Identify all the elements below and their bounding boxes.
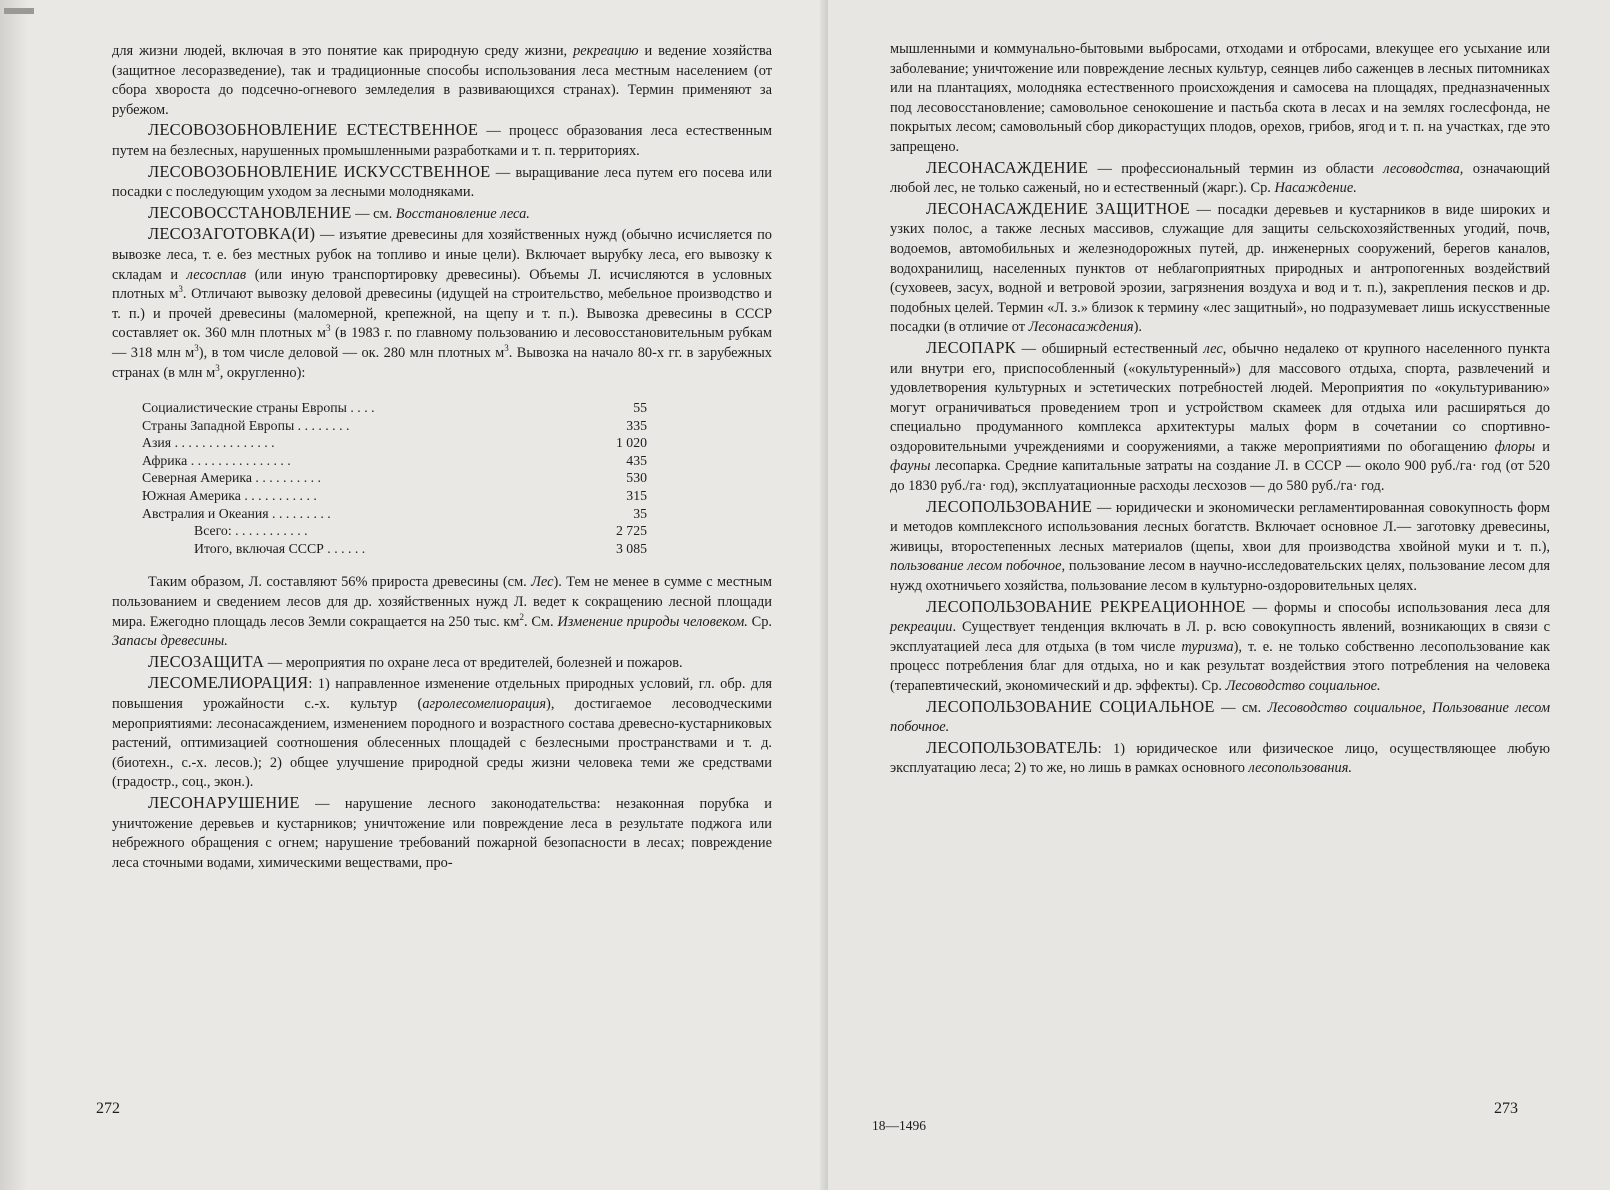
export-volume: 315	[626, 488, 647, 504]
dictionary-entry: ЛЕСОПОЛЬЗОВАНИЕ РЕКРЕАЦИОННОЕ — формы и способы использования леса для рекреации. Существует тенденция включать в Л. р. всю совокупность явлений, возникающих в связи с эксплуатацией леса для отдыха (в том числе туризма), т. е. не только собственно лесопользование как процесс потребления благ для отдыха, но и как результат воздействия этого потребления на человека (терапевтический, экономический и др. эффекты). Ср. Лесоводство социальное.	[890, 596, 1550, 694]
region-name: Азия . . . . . . . . . . . . . . .	[142, 435, 275, 451]
timber-export-table-body	[142, 399, 647, 557]
dictionary-entry: ЛЕСОМЕЛИОРАЦИЯ: 1) направленное изменение отдельных природных условий, гл. обр. для повышения урожайности с.-х. культур (агролесомелиорация), достигаемое лесоводческими мероприятиями: лесонасаждением, изменением породного и возрастного состава древесно-кустарниковых растений, оптимизацией соотношения облесенных площадей с безлесными пространствами и т. д. (биотехн., с.-х. лесов.); 2) общее улучшение природной среды жизни человека теми же средствами (градостр., соц., экон.).	[112, 673, 773, 791]
dictionary-entry: ЛЕСОЗАЩИТА — мероприятия по охране леса от вредителей, болезней и пожаров.	[148, 651, 683, 671]
scan-edge-mark	[4, 8, 34, 14]
printer-signature-mark: 18—1496	[872, 1118, 926, 1133]
dictionary-entry: ЛЕСОНАРУШЕНИЕ — нарушение лесного законодательства: незаконная порубка и уничтожение деревьев и кустарников; уничтожение или повреждение леса в результате поджога или небрежного обращения с огнем; нарушение требований пожарной безопасности в лесах; повреждение леса сточными водами, химическими веществами, про-	[112, 792, 772, 871]
left-page-text	[112, 42, 772, 873]
export-volume: 2 725	[615, 523, 647, 539]
region-name: Социалистические страны Европы . . . .	[142, 400, 375, 416]
dictionary-entry: Таким образом, Л. составляют 56% прироста древесины (см. Лес). Тем не менее в сумме с местным пользованием и сведением лесов для др. хозяйственных нужд Л. ведет к сокращению лесной площади мира. Ежегодно площадь лесов Земли сокращается на 250 тыс. $км^2$. См. Изменение природы человеком. Ср. Запасы древесины.	[112, 574, 773, 650]
dictionary-entry: ЛЕСОПОЛЬЗОВАТЕЛЬ: 1) юридическое или физическое лицо, осуществляющее любую эксплуатацию леса; 2) то же, но лишь в рамках основного лесопользования.	[890, 737, 1550, 777]
table-row	[142, 522, 647, 540]
export-volume: 55	[633, 400, 647, 416]
table-row	[142, 505, 647, 523]
table-row	[142, 540, 647, 558]
export-volume: 335	[626, 417, 647, 433]
region-name: Африка . . . . . . . . . . . . . . .	[142, 452, 291, 468]
export-volume: 1 020	[615, 435, 647, 451]
right-page-number: 273	[1494, 1100, 1518, 1117]
dictionary-entry: ЛЕСОПАРК — обширный естественный лес, обычно недалеко от крупного населенного пункта или внутри его, приспособленный («окультуренный») для массового отдыха, спорта, развлечений и удовлетворения культурных и эстетических потребностей людей. Мероприятия по «окультуриванию» могут ограничиваться проведением троп и устройством скамеек для отдыха или расширяться до специально продуманного комплекса архитектуры малых форм в сочетании со спортивно-оздоровительными учреждениями и сооружениями, а также мероприятиями по обогащению флоры и фауны лесопарка. Средние капитальные затраты на создание Л. в СССР — около 900 руб./га· год (от 520 до 1830 руб./га· год), эксплуатационные расходы лесхозов — до 580 руб./га· год.	[890, 337, 1551, 495]
dictionary-entry: ЛЕСОЗАГОТОВКА(И) — изъятие древесины для хозяйственных нужд (обычно исчисляется по вывозке леса, т. е. без местных рубок на топливо и иные цели). Включает вырубку леса, его вывозку к складам и лесосплав (или иную транспортировку древесины). Объемы Л. исчисляются в условных плотных $м^3$. Отличают вывозку деловой древесины (идущей на строительство, мебельное производство и т. п.) и прочей древесины (маломерной, крепежной, на щепу и т. п.). Вывозка древесины в СССР составляет ок. 360 млн плотных $м^3$ (в 1983 г. по главному пользованию и лесовосстановительным рубкам — 318 млн $м^3$), в том числе деловой — ок. 280 млн плотных $м^3$. Вывозка на начало 80-х гг. в зарубежных странах (в млн $м^3$, округленно):	[112, 224, 772, 381]
export-volume: 530	[626, 470, 647, 486]
right-page	[828, 0, 1610, 1190]
right-page-text	[890, 40, 1550, 779]
region-name: Страны Западной Европы . . . . . . . .	[142, 417, 350, 433]
table-row	[142, 417, 647, 435]
left-page-number: 272	[96, 1100, 120, 1117]
dictionary-entry: ЛЕСОПОЛЬЗОВАНИЕ СОЦИАЛЬНОЕ — см. Лесоводство социальное, Пользование лесом побочное.	[890, 696, 1551, 736]
left-paragraphs	[112, 42, 772, 383]
dictionary-entry: ЛЕСОВОЗОБНОВЛЕНИЕ ИСКУССТВЕННОЕ — выращивание леса путем его посева или посадки с последующим уходом за лесными молодняками.	[112, 161, 772, 201]
dictionary-entry: ЛЕСОНАСАЖДЕНИЕ ЗАЩИТНОЕ — посадки деревьев и кустарников в виде широких и узких полос, а также лесных массивов, служащие для защиты сельскохозяйственных угодий, почв, водоемов, автомобильных и железнодорожных путей, др. инженерных сооружений, берегов каналов, водохранилищ, населенных пунктов от неблагоприятных природных и антропогенных воздействий (суховеев, засух, водной и ветровой эрозии, загрязнения воздуха и вод и т. п.), закрепления песков и др. подобных целей. Термин «Л. з.» близок к термину «лес защитный», но подразумевает лишь искусственные посадки (в отличие от Лесонасаждения).	[890, 198, 1550, 336]
export-volume: 3 085	[615, 540, 647, 556]
page-edge-shadow	[0, 0, 28, 1190]
table-row	[142, 487, 647, 505]
dictionary-entry: ЛЕСОПОЛЬЗОВАНИЕ — юридически и экономически регламентированная совокупность форм и методов комплексного использования лесных богатств. Включает основное Л.— заготовку древесины, живицы, второстепенных лесных материалов (щепы, хвои для производства хвойной муки и т. п.), пользование лесом побочное, пользование лесом в научно-исследовательских целях, пользование лесом для нужд охотничьего хозяйства, пользование лесом в культурно-оздоровительных целях.	[890, 496, 1550, 595]
table-row	[142, 434, 647, 452]
right-paragraphs	[890, 40, 1550, 779]
dictionary-entry: ЛЕСОНАСАЖДЕНИЕ — профессиональный термин из области лесоводства, означающий любой лес, не только саженый, но и естественный (жарг.). Ср. Насаждение.	[890, 157, 1550, 197]
continued-paragraph: мышленными и коммунально-бытовыми выбросами, отходами и отбросами, влекущее его усыхание или заболевание; уничтожение или повреждение лесных культур, сеянцев либо саженцев в лесных питомниках или на плантациях, молодняка естественного происхождения и самосева на площадях, предназначенных под лесовосстановление; самовольное сенокошение и пастьба скота в лесах и на землях гослесфонда, не покрытых лесом; самовольный сбор дикорастущих плодов, орехов, грибов, ягод и т. п. на участках, где это запрещено.	[890, 41, 1550, 155]
region-name: Австралия и Океания . . . . . . . . .	[142, 505, 331, 521]
left-paragraphs-after-table	[112, 573, 772, 873]
continued-paragraph: для жизни людей, включая в это понятие как природную среду жизни, рекреацию и ведение хозяйства (защитное лесоразведение), так и традиционные способы использования леса местным населением (от сбора хвороста до подсечно-огневого земледелия в развивающихся странах). Термин применяют за рубежом.	[112, 43, 772, 118]
dictionary-entry: ЛЕСОВОЗОБНОВЛЕНИЕ ЕСТЕСТВЕННОЕ — процесс образования леса естественным путем на безлесных, нарушенных промышленными разработками и т. п. территориях.	[112, 120, 772, 159]
region-name: Северная Америка . . . . . . . . . .	[142, 470, 321, 486]
region-name: Всего: . . . . . . . . . . .	[194, 523, 308, 539]
table-row	[142, 452, 647, 470]
timber-export-table	[142, 399, 647, 557]
table-row	[142, 399, 647, 417]
export-volume: 435	[626, 452, 647, 468]
export-volume: 35	[633, 505, 647, 521]
dictionary-entry: ЛЕСОВОССТАНОВЛЕНИЕ — см. Восстановление леса.	[148, 202, 530, 222]
table-row	[142, 469, 647, 487]
region-name: Южная Америка . . . . . . . . . . .	[142, 488, 317, 504]
region-name: Итого, включая СССР . . . . . .	[194, 540, 366, 556]
